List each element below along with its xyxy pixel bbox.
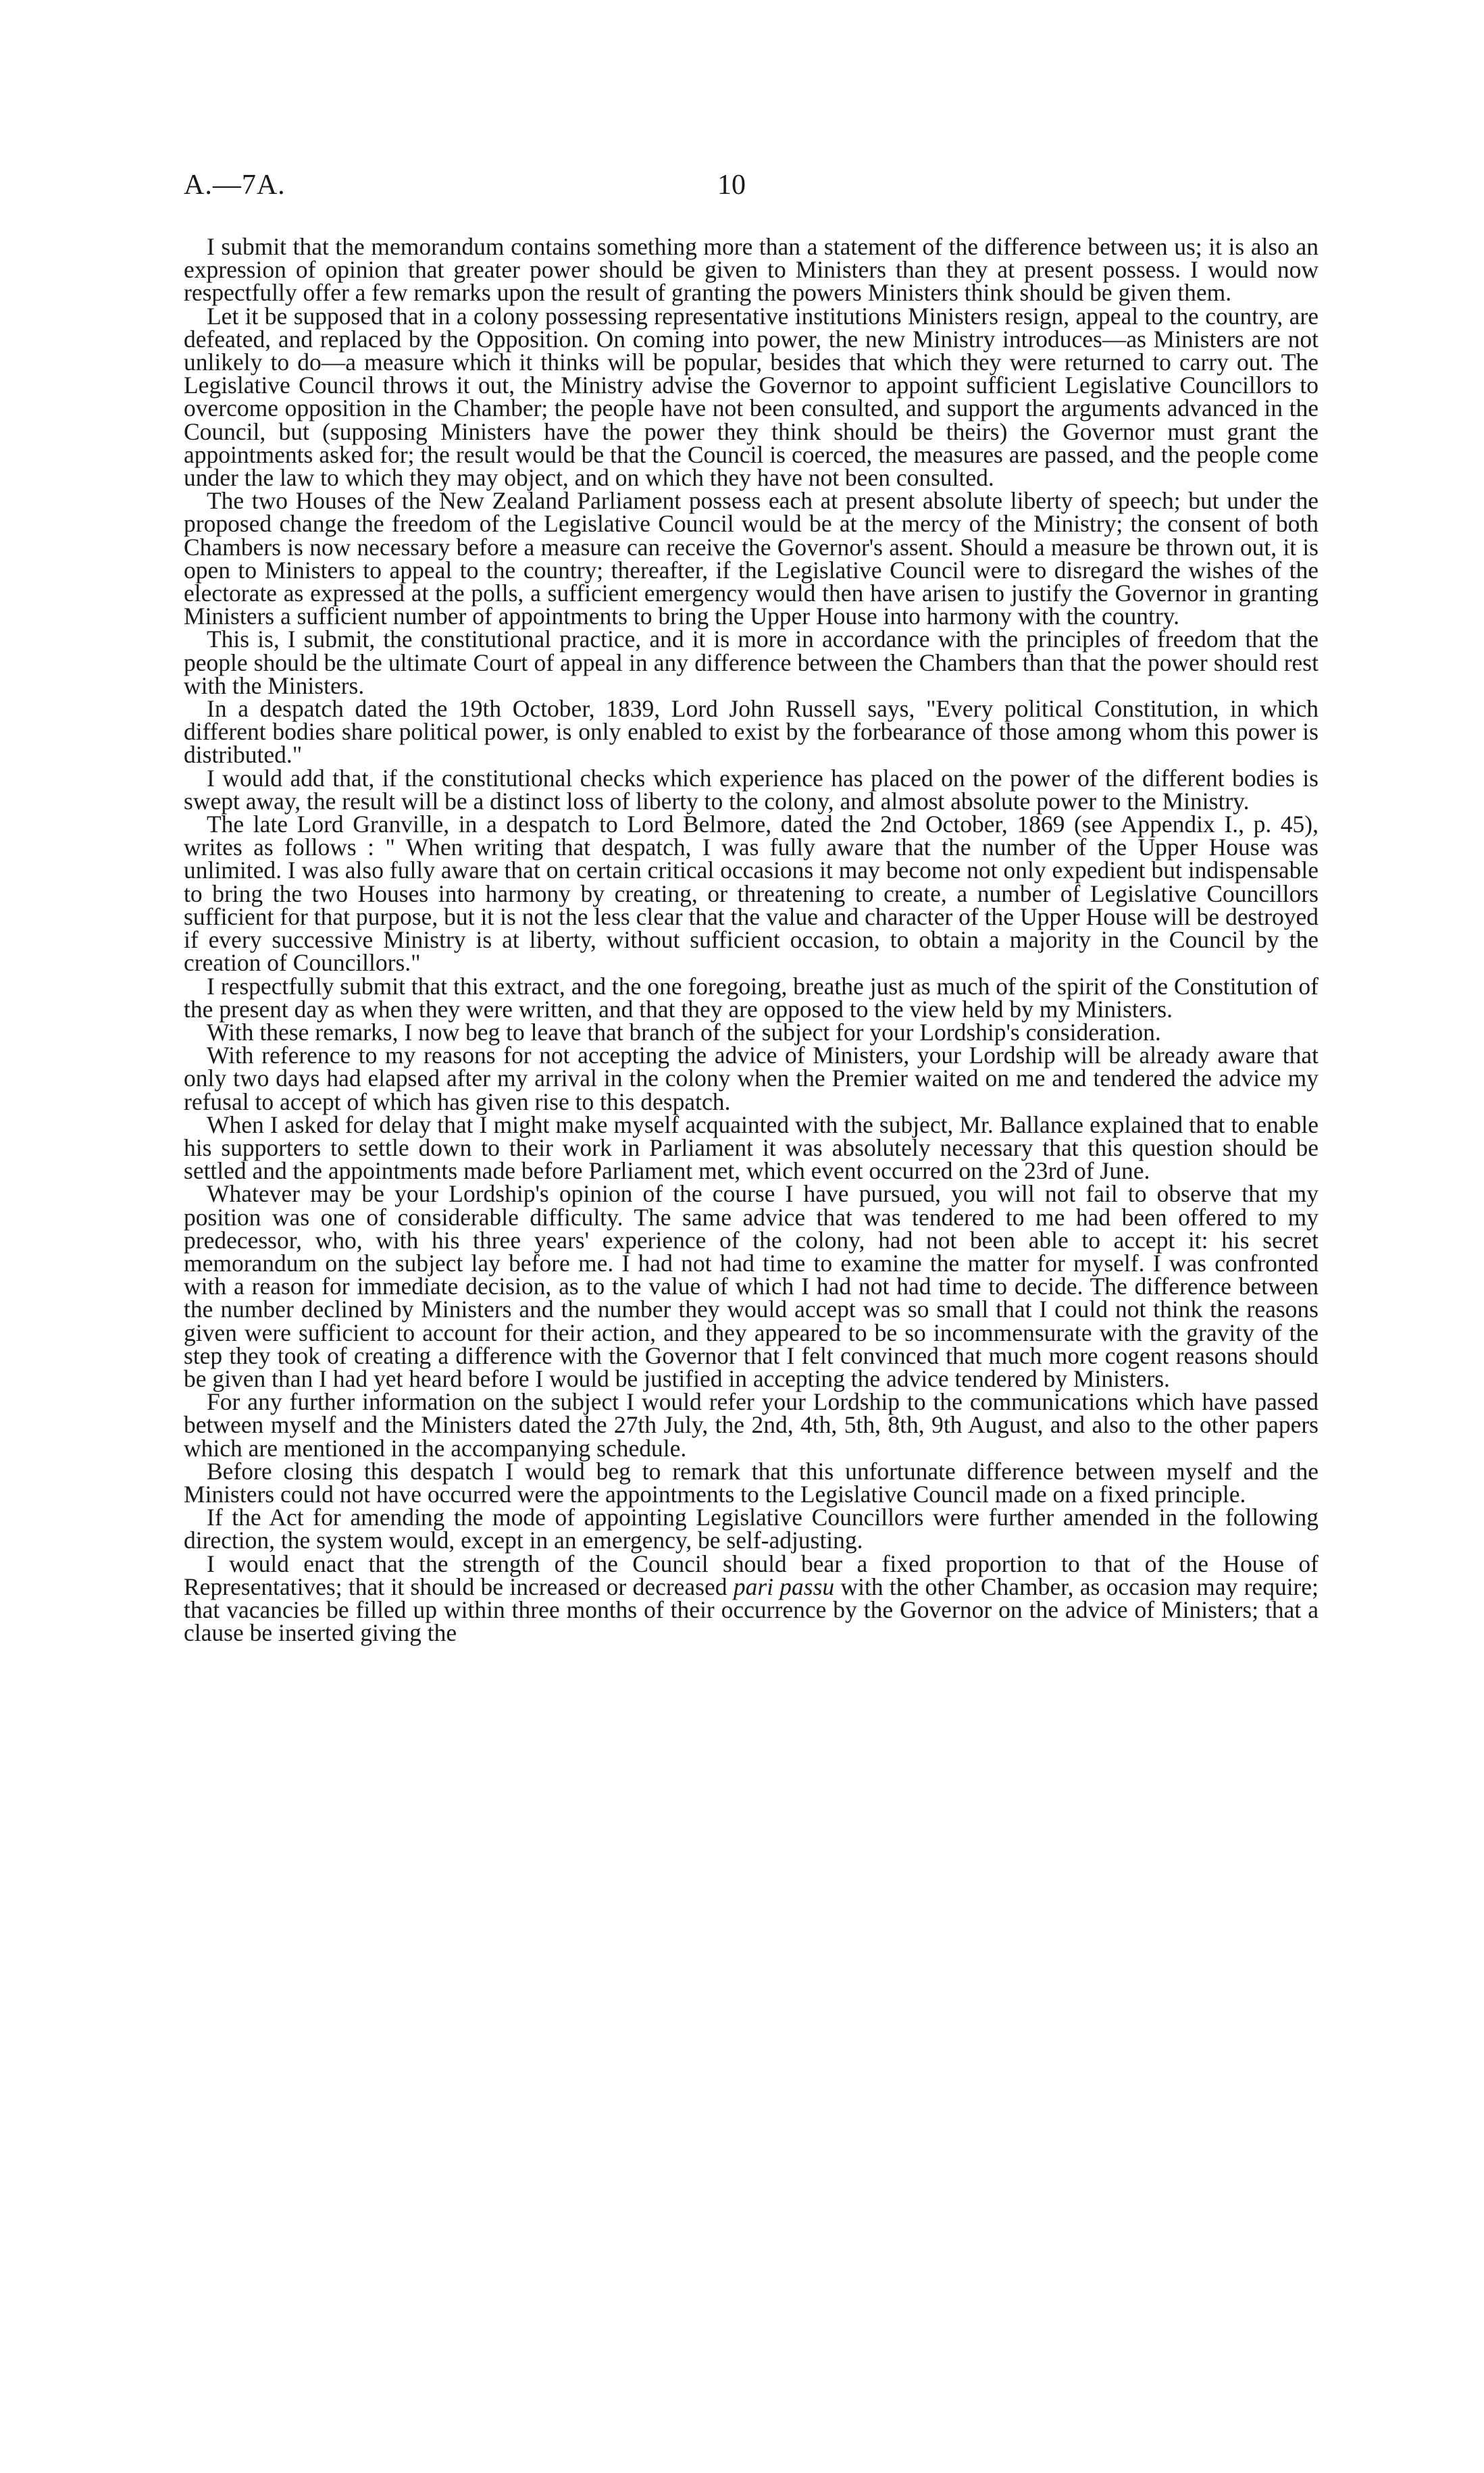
paragraph-constitutional-practice: This is, I submit, the constitutional practice, and it is more in accordance with the principles of freedom that the people should be the ultimate Court of appeal in any difference between the Chambers than that the power should rest with the Ministers. bbox=[184, 626, 1319, 699]
paragraph-memorandum: I submit that the memorandum contains something more than a statement of the difference between us; it is also an expression of opinion that greater power should be given to Ministers than they at present possess. I would now respectfully offer a few remarks upon the result of granting the powers Ministers think should be given them. bbox=[184, 233, 1319, 307]
paragraph-difficulty: Whatever may be your Lordship's opinion of the course I have pursued, you will not fail to observe that my position was one of considerable difficulty. The same advice that was tendered to me had been offered to my predecessor, who, with his three years' experience of the colony, had not been able to accept it: his secret memorandum on the subject lay before me. I had not had time to examine the matter for myself. I was confronted with a reason for immediate decision, as to the value of which I had not had time to decide. The difference between the number declined by Ministers and the number they would accept was so small that I could not think the reasons given were sufficient to account for their action, and they appeared to be so incommensurate with the gravity of the step they took of creating a difference with the Governor that I felt convinced that much more cogent reasons should be given than I had yet heard before I would be justified in accepting the advice tendered by Ministers. bbox=[184, 1180, 1319, 1392]
paragraph-extract-submission: I respectfully submit that this extract, and the one foregoing, breathe just as much of the spirit of the Constitution of the present day as when they were written, and that they are opposed to the view held by my Ministers. bbox=[184, 972, 1319, 1023]
page-number: 10 bbox=[717, 170, 746, 201]
enactment-italic-phrase: pari passu bbox=[733, 1573, 835, 1600]
paragraph-granville-quote: The late Lord Granville, in a despatch to Lord Belmore, dated the 2nd October, 1869 (see Appendix I., p. 45), writes as follows : " When writing that despatch, I was fully aware that the number of the Upper House was unlimited. I was also fully aware that on certain critical occasions it may become not only expedient but indispensable to bring the two Houses into harmony by creating, or threatening to create, a number of Legislative Councillors sufficient for that purpose, but it is not the less clear that the value and character of the Upper House will be destroyed if every successive Ministry is at liberty, without sufficient occasion, to obtain a majority in the Council by the creation of Councillors." bbox=[184, 811, 1319, 977]
paragraph-act-amendment: If the Act for amending the mode of appointing Legislative Councillors were further amended in the following direction, the system would, except in an emergency, be self-adjusting. bbox=[184, 1504, 1319, 1554]
paragraph-enactment bbox=[184, 1552, 1319, 1645]
paper-reference: A.—7A. bbox=[184, 170, 286, 201]
paragraph-constitutional-checks: I would add that, if the constitutional checks which experience has placed on the power of the different bodies is swept away, the result will be a distinct loss of liberty to the colony, and almost absolute power to the Ministry. bbox=[184, 764, 1319, 815]
enactment-text-before: I would enact that the strength of the Council should bear a fixed proportion to that of the House of Representatives; that it should be increased or decreased bbox=[184, 1550, 1319, 1600]
paragraph-closing-remark: Before closing this despatch I would beg to remark that this unfortunate difference between myself and the Ministers could not have occurred were the appointments to the Legislative Council made on a fixed principle. bbox=[184, 1457, 1319, 1508]
paragraph-delay: When I asked for delay that I might make myself acquainted with the subject, Mr. Ballance explained that to enable his supporters to settle down to their work in Parliament it was absolutely necessary that this question should be settled and the appointments made before Parliament met, which event occurred on the 23rd of June. bbox=[184, 1111, 1319, 1185]
page-header bbox=[184, 169, 1319, 209]
paragraph-remarks: With these remarks, I now beg to leave that branch of the subject for your Lordship's consideration. bbox=[207, 1018, 1161, 1046]
paragraph-reasons: With reference to my reasons for not accepting the advice of Ministers, your Lordship will be already aware that only two days had elapsed after my arrival in the colony when the Premier waited on me and tendered the advice my refusal to accept of which has given rise to this despatch. bbox=[184, 1042, 1319, 1115]
paragraph-two-houses: The two Houses of the New Zealand Parliament possess each at present absolute liberty of speech; but under the proposed change the freedom of the Legislative Council would be at the mercy of the Ministry; the consent of both Chambers is now necessary before a measure can receive the Governor's assent. Should a measure be thrown out, it is open to Ministers to appeal to the country; thereafter, if the Legislative Council were to disregard the wishes of the electorate as expressed at the polls, a sufficient emergency would then have arisen to justify the Governor in granting Ministers a sufficient number of appointments to bring the Upper House into harmony with the country. bbox=[184, 487, 1319, 630]
enactment-text-after: with the other Chamber, as occasion may require; that vacancies be filled up within three months of their occurrence by the Governor on the advice of Ministers; that a clause be inserted giving the bbox=[184, 1573, 1319, 1647]
document-body bbox=[184, 233, 1319, 1647]
paragraph-russell-quote: In a despatch dated the 19th October, 1839, Lord John Russell says, "Every political Constitution, in which different bodies share political power, is only enabled to exist by the forbearance of those among whom this power is distributed." bbox=[184, 695, 1319, 769]
paragraph-supposition: Let it be supposed that in a colony possessing representative institutions Ministers resign, appeal to the country, are defeated, and replaced by the Opposition. On coming into power, the new Ministry introduces—as Ministers are not unlikely to do—a measure which it thinks will be popular, besides that which they were returned to carry out. The Legislative Council throws it out, the Ministry advise the Governor to appoint sufficient Legislative Councillors to overcome opposition in the Chamber; the people have not been consulted, and support the arguments advanced in the Council, but (supposing Ministers have the power they think should be theirs) the Governor must grant the appointments asked for; the result would be that the Council is coerced, the measures are passed, and the people come under the law to which they may object, and on which they have not been consulted. bbox=[184, 302, 1319, 492]
paragraph-further-information: For any further information on the subject I would refer your Lordship to the communications which have passed between myself and the Ministers dated the 27th July, the 2nd, 4th, 5th, 8th, 9th August, and also to the other papers which are mentioned in the accompanying schedule. bbox=[184, 1388, 1319, 1462]
